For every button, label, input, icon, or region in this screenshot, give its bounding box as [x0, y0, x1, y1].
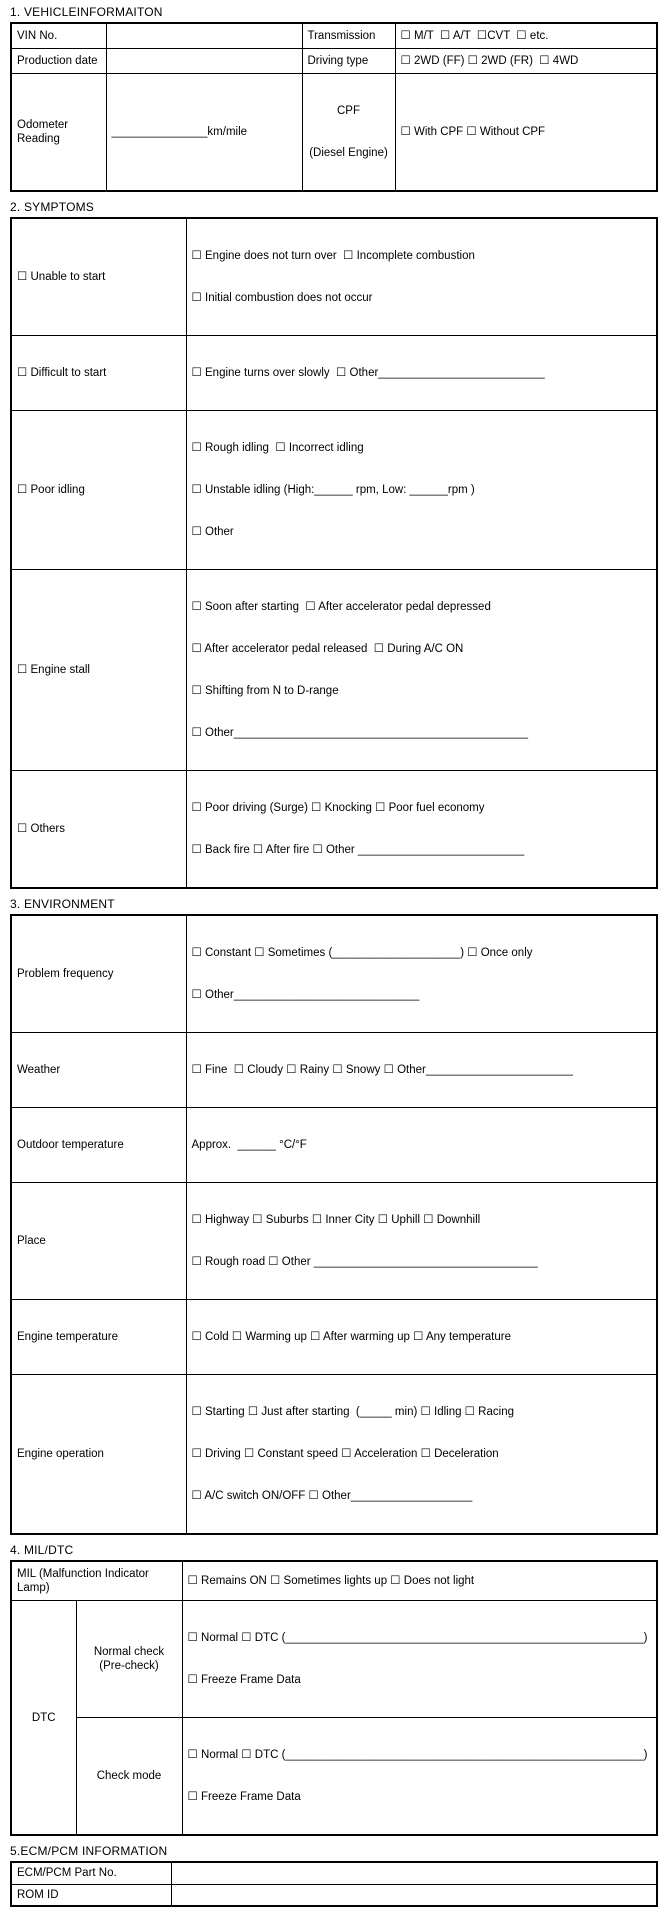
vehicle-information-table [10, 22, 658, 192]
table-row [11, 1862, 657, 1884]
option-line: ☐ Unstable idling (High:______ rpm, Low: ______rpm ) [191, 483, 475, 496]
engine-temperature-options [186, 1299, 657, 1374]
option-line: ☐ Freeze Frame Data [187, 1674, 301, 1686]
table-row [11, 915, 657, 1033]
option-line: ☐ Other [191, 525, 234, 538]
option-line: ☐ Engine does not turn over ☐ Incomplete combustion [191, 249, 475, 262]
symptom-poor-idling-label: ☐ Poor idling [11, 410, 186, 569]
option-line: ☐ Soon after starting ☐ After accelerator pedal depressed [191, 600, 491, 613]
symptom-poor-idling-options [186, 410, 657, 569]
option-line: ☐ Fine ☐ Cloudy ☐ Rainy ☐ Snowy ☐ Other_______________________ [191, 1063, 573, 1076]
table-row [11, 569, 657, 770]
option-line: ☐ After accelerator pedal released ☐ During A/C ON [191, 642, 464, 655]
option-line: ☐ Engine turns over slowly ☐ Other__________________________ [191, 366, 545, 379]
table-row [11, 73, 657, 191]
option-line: ☐ Shifting from N to D-range [191, 684, 339, 697]
dtc-check-mode-label: Check mode [76, 1718, 182, 1836]
dtc-label: DTC [11, 1601, 76, 1836]
odometer-reading-value: _______________km/mile [106, 73, 302, 191]
section-heading-environment: 3. ENVIRONMENT [10, 896, 115, 911]
ecm-pcm-part-no-value [171, 1862, 657, 1884]
table-row [11, 770, 657, 888]
table-row [11, 1107, 657, 1182]
rom-id-value [171, 1884, 657, 1906]
mil-options: ☐ Remains ON ☐ Sometimes lights up ☐ Does not light [182, 1561, 657, 1601]
dtc-normal-check-options [182, 1601, 657, 1718]
rom-id-label: ROM ID [11, 1884, 171, 1906]
odometer-reading-label: Odometer Reading [11, 73, 106, 191]
dtc-check-mode-options [182, 1718, 657, 1836]
option-line: ☐ A/C switch ON/OFF ☐ Other___________________ [191, 1489, 473, 1502]
outdoor-temperature-label: Outdoor temperature [11, 1107, 186, 1182]
option-line: ☐ Initial combustion does not occur [191, 291, 373, 304]
table-row [11, 1561, 657, 1601]
outdoor-temperature-value [186, 1107, 657, 1182]
symptom-others-options [186, 770, 657, 888]
symptom-difficult-to-start-options [186, 335, 657, 410]
weather-options [186, 1032, 657, 1107]
cpf-label [302, 73, 395, 191]
option-line: ☐ Constant ☐ Sometimes (____________________) ☐ Once only [191, 946, 533, 959]
cpf-label-line2: (Diesel Engine) [309, 146, 388, 159]
table-row [11, 1374, 657, 1534]
section-heading-ecm-pcm-information: 5.ECM/PCM INFORMATION [10, 1844, 168, 1858]
option-line: ☐ Other_____________________________ [191, 988, 420, 1001]
place-options [186, 1182, 657, 1299]
table-row [11, 1718, 657, 1836]
option-line: ☐ Freeze Frame Data [187, 1791, 301, 1803]
option-line: ☐ Normal ☐ DTC (________________________________________________________) [187, 1632, 648, 1644]
option-line: ☐ Rough road ☐ Other ___________________________________ [191, 1255, 538, 1268]
driving-type-label: Driving type [302, 48, 395, 73]
option-line: ☐ Cold ☐ Warming up ☐ After warming up ☐ Any temperature [191, 1330, 511, 1343]
symptom-engine-stall-options [186, 569, 657, 770]
table-row [11, 1884, 657, 1906]
section-heading-symptoms: 2. SYMPTOMS [10, 199, 94, 214]
table-row [11, 1032, 657, 1107]
production-date-value [106, 48, 302, 73]
symptom-unable-to-start-options [186, 218, 657, 336]
vin-no-value [106, 23, 302, 48]
table-row [11, 48, 657, 73]
option-line: ☐ Rough idling ☐ Incorrect idling [191, 441, 364, 454]
option-line: ☐ Poor driving (Surge) ☐ Knocking ☐ Poor fuel economy [191, 801, 485, 814]
ecm-pcm-part-no-label: ECM/PCM Part No. [11, 1862, 171, 1884]
table-row [11, 1299, 657, 1374]
problem-frequency-label: Problem frequency [11, 915, 186, 1033]
vin-no-label: VIN No. [11, 23, 106, 48]
table-row [11, 1182, 657, 1299]
problem-frequency-options [186, 915, 657, 1033]
table-row [11, 1601, 657, 1718]
weather-label: Weather [11, 1032, 186, 1107]
option-line: ☐ Back fire ☐ After fire ☐ Other __________________________ [191, 843, 525, 856]
dtc-normal-check-label: Normal check (Pre-check) [76, 1601, 182, 1718]
section-heading-vehicle-information: 1. VEHICLEINFORMAITON [10, 5, 163, 19]
cpf-options: ☐ With CPF ☐ Without CPF [395, 73, 657, 191]
section-heading-mil-dtc: 4. MIL/DTC [10, 1542, 74, 1557]
engine-temperature-label: Engine temperature [11, 1299, 186, 1374]
environment-table [10, 914, 658, 1535]
mil-label: MIL (Malfunction Indicator Lamp) [11, 1561, 182, 1601]
table-row [11, 410, 657, 569]
option-line: ☐ Other______________________________________________ [191, 726, 528, 739]
driving-type-options: ☐ 2WD (FF) ☐ 2WD (FR) ☐ 4WD [395, 48, 657, 73]
transmission-label: Transmission [302, 23, 395, 48]
table-row [11, 23, 657, 48]
engine-operation-label: Engine operation [11, 1374, 186, 1534]
place-label: Place [11, 1182, 186, 1299]
symptoms-table [10, 217, 658, 889]
symptom-others-label: ☐ Others [11, 770, 186, 888]
table-row [11, 335, 657, 410]
symptom-engine-stall-label: ☐ Engine stall [11, 569, 186, 770]
ecm-pcm-information-table [10, 1861, 658, 1907]
option-line: Approx. ______ °C/°F [191, 1138, 307, 1151]
table-row [11, 218, 657, 336]
mil-dtc-table [10, 1560, 658, 1837]
symptom-unable-to-start-label: ☐ Unable to start [11, 218, 186, 336]
engine-operation-options [186, 1374, 657, 1534]
symptom-difficult-to-start-label: ☐ Difficult to start [11, 335, 186, 410]
production-date-label: Production date [11, 48, 106, 73]
transmission-options: ☐ M/T ☐ A/T ☐CVT ☐ etc. [395, 23, 657, 48]
cpf-label-line1: CPF [337, 104, 360, 117]
option-line: ☐ Starting ☐ Just after starting (_____ min) ☐ Idling ☐ Racing [191, 1405, 514, 1418]
option-line: ☐ Normal ☐ DTC (________________________________________________________) [187, 1749, 648, 1761]
option-line: ☐ Driving ☐ Constant speed ☐ Acceleration ☐ Deceleration [191, 1447, 499, 1460]
option-line: ☐ Highway ☐ Suburbs ☐ Inner City ☐ Uphill ☐ Downhill [191, 1213, 481, 1226]
